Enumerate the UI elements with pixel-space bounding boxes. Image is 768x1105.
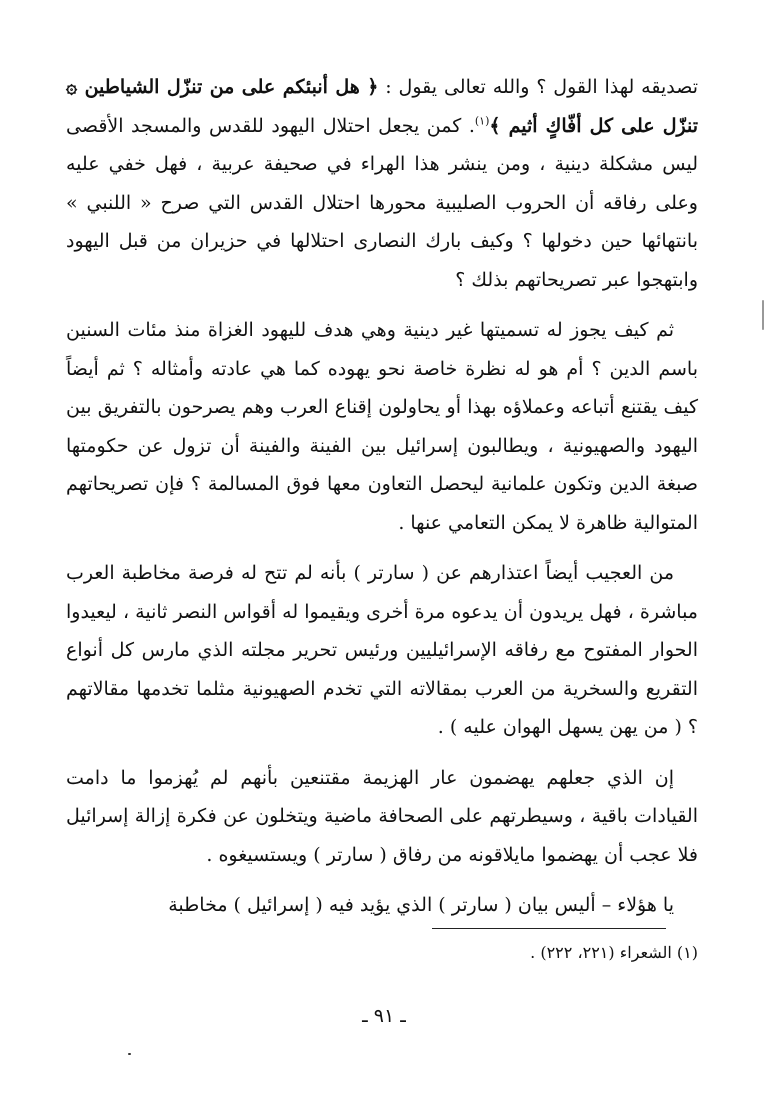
paragraph-1-prefix: تصديقه لهذا القول ؟ والله تعالى يقول : (378, 76, 698, 98)
page-number: ـ ٩١ ـ (362, 1005, 406, 1027)
footnote: (١) الشعراء (٢٢١، ٢٢٢) . (530, 943, 698, 962)
paragraph-3: من العجيب أيضاً اعتذارهم عن ( سارتر ) بأنه لم تتح له فرصة مخاطبة العرب مباشرة ، فهل يريدون أن يدعوه مرة أخرى ويقيموا له أقواس النصر ثانية ، ليعيدوا الحوار المفتوح مع رفاقه الإسرائيليين ورئيس تحرير مجلته الذي مارس كل أنواع التقريع والسخرية من العرب بمقالاته التي تخدم الصهيونية مثلما تخدمها مقالاتهم ؟ ( من يهن يسهل الهوان عليه ) . (66, 562, 698, 738)
scan-speck (128, 1053, 131, 1055)
paragraph-4: إن الذي جعلهم يهضمون عار الهزيمة مقتنعين بأنهم لم يُهزموا ما دامت القيادات باقية ، وسيطرتهم على الصحافة ماضية ويتخلون عن فكرة إزالة إسرائيل فلا عجب أن يهضموا مايلاقونه من رفاق ( سارتر ) ويستسيغوه . (66, 766, 698, 866)
paragraph-5: يا هؤلاء – أليس بيان ( سارتر ) الذي يؤيد فيه ( إسرائيل ) مخاطبة (168, 894, 674, 916)
body-text (66, 68, 698, 925)
scan-edge-mark (762, 300, 764, 330)
paragraph-1-suffix: . كمن يجعل احتلال اليهود للقدس والمسجد الأقصى ليس مشكلة دينية ، ومن ينشر هذا الهراء في صحيفة عربية ، فهل خفي عليه وعلى رفاقه أن الحروب الصليبية محورها احتلال القدس التي صرح « اللنبي » بانتهائها حين دخولها ؟ وكيف بارك النصارى احتلالها في حزيران من قبل اليهود وابتهجوا عبر تصريحاتهم بذلك ؟ (66, 114, 698, 291)
paragraph-2: ثم كيف يجوز له تسميتها غير دينية وهي هدف لليهود الغزاة منذ مئات السنين باسم الدين ؟ أم هو له نظرة خاصة نحو يهوده كما هي عادته وأمثاله ؟ ثم أيضاً كيف يقتنع أتباعه وعملاؤه بهذا أو يحاولون إقناع العرب وهم يصرحون بالتفريق بين اليهود والصهيونية ، ويطالبون إسرائيل بين الفينة والفينة أن تزول عن حكومتها صبغة الدين وتكون علمانية ليحصل التعاون معها فوق المسالمة ؟ فإن تصريحاتهم المتوالية ظاهرة لا يمكن التعامي عنها . (66, 319, 698, 534)
footnote-reference: (١) (474, 114, 490, 128)
footnote-divider (432, 928, 666, 929)
paragraph-1 (66, 68, 698, 299)
quran-verse: ﴿ هل أنبئكم على من تنزّل الشياطين ۞ تنزّل على كل أفّاكٍ أثيم ﴾ (66, 76, 699, 137)
